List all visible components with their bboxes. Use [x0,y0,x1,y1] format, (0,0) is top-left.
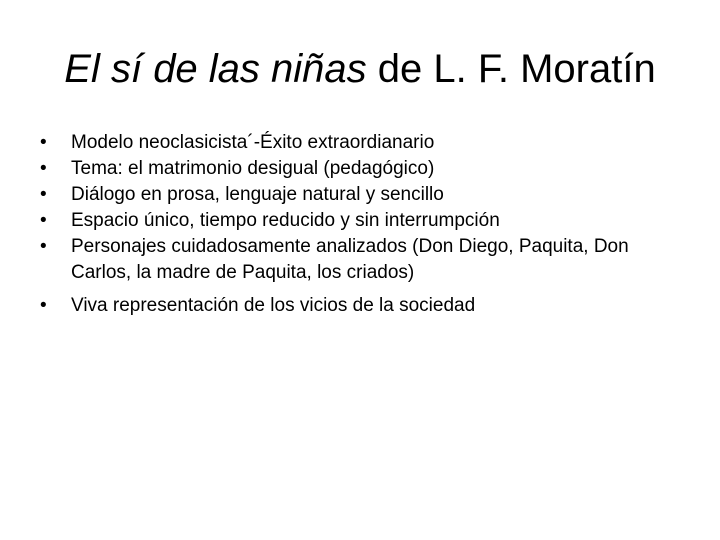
bullet-text: Espacio único, tiempo reducido y sin interrumpción [71,210,500,231]
bullet-item [40,156,680,182]
bullet-icon: • [40,295,47,316]
bullet-item [40,130,680,156]
bullet-item [40,234,680,286]
bullet-icon: • [40,236,47,257]
title-work-name: El sí de las niñas [64,47,367,91]
bullet-text: Modelo neoclasicista´-Éxito extraordianario [71,132,435,153]
bullet-item [40,293,680,319]
bullet-text: Viva representación de los vicios de la sociedad [71,295,476,316]
slide-title [0,44,720,94]
bullet-icon: • [40,158,47,179]
bullet-text: Personajes cuidadosamente analizados (Don Diego, Paquita, Don Carlos, la madre de Paquita, los criados) [71,236,629,283]
bullet-text: Tema: el matrimonio desigual (pedagógico) [71,158,435,179]
bullet-icon: • [40,184,47,205]
bullet-list [40,130,680,319]
bullet-text: Diálogo en prosa, lenguaje natural y sencillo [71,184,444,205]
bullet-item [40,208,680,234]
bullet-icon: • [40,210,47,231]
bullet-icon: • [40,132,47,153]
bullet-item [40,182,680,208]
title-author: de L. F. Moratín [366,47,656,91]
